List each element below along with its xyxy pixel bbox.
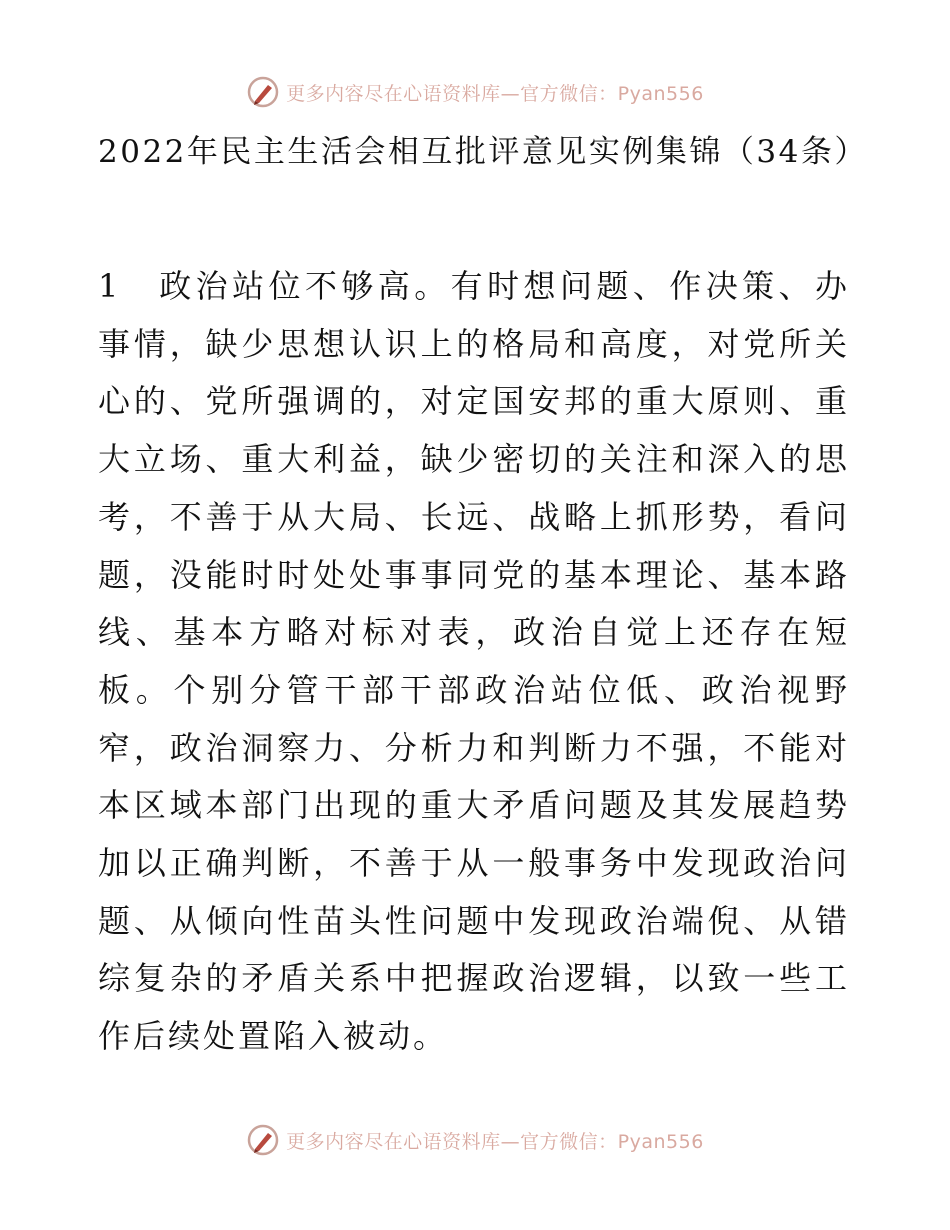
pen-logo-icon [246, 75, 280, 109]
paragraph-item-1: 1 政治站位不够高。有时想问题、作决策、办事情，缺少思想认识上的格局和高度，对党所关心的、党所强调的，对定国安邦的重大原则、重大立场、重大利益，缺少密切的关注和深入的思考，不善于从大局、长远、战略上抓形势，看问题，没能时时处处事事同党的基本理论、基本路线、基本方略对标对表，政治自觉上还存在短板。个别分管干部干部政治站位低、政治视野窄，政治洞察力、分析力和判断力不强，不能对本区域本部门出现的重大矛盾问题及其发展趋势加以正确判断，不善于从一般事务中发现政治问题、从倾向性苗头性问题中发现政治端倪、从错综复杂的矛盾关系中把握政治逻辑，以致一些工作后续处置陷入被动。 [98, 267, 850, 1056]
document-title: 2022年民主生活会相互批评意见实例集锦（34条） [98, 134, 868, 170]
watermark-text: 更多内容尽在心语资料库—官方微信：Pyan556 [286, 82, 704, 105]
footer-watermark [0, 1120, 950, 1160]
pen-logo-icon [246, 1123, 280, 1157]
watermark-text: 更多内容尽在心语资料库—官方微信：Pyan556 [286, 1130, 704, 1153]
header-watermark [0, 72, 950, 112]
